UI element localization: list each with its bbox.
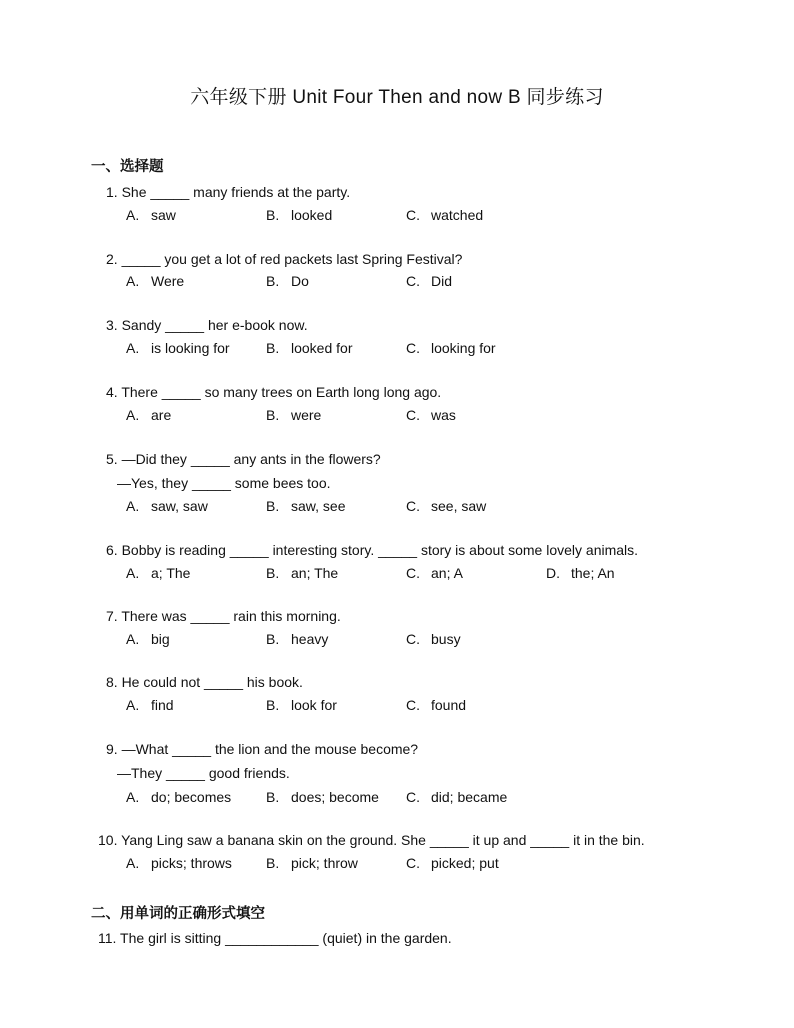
option-letter: B.	[266, 631, 280, 647]
option-text: Did	[431, 273, 453, 289]
option-text: see, saw	[431, 498, 487, 514]
option-letter: B.	[266, 407, 280, 423]
q3-option-b	[266, 340, 352, 356]
q8-option-a	[126, 697, 174, 713]
option-letter: B.	[266, 855, 280, 871]
q2-option-a	[126, 273, 184, 289]
option-text: picked; put	[431, 855, 499, 871]
question-9-stem: 9. —What _____ the lion and the mouse become?	[106, 741, 419, 757]
q9-option-c	[406, 789, 507, 805]
option-text: is looking for	[151, 340, 230, 356]
q6-option-d	[546, 565, 615, 581]
option-letter: A.	[126, 565, 140, 581]
q4-option-c	[406, 407, 456, 423]
q2-option-b	[266, 273, 309, 289]
q10-option-b	[266, 855, 358, 871]
option-letter: A.	[126, 697, 140, 713]
option-letter: A.	[126, 789, 140, 805]
option-letter: C.	[406, 273, 420, 289]
q9-option-a	[126, 789, 231, 805]
question-5-stem-line2: —Yes, they _____ some bees too.	[117, 475, 331, 491]
question-4-stem: 4. There _____ so many trees on Earth long long ago.	[106, 384, 442, 400]
option-letter: B.	[266, 273, 280, 289]
option-letter: C.	[406, 631, 420, 647]
page-title: 六年级下册 Unit Four Then and now B 同步练习	[190, 87, 604, 108]
q5-option-a	[126, 498, 208, 514]
option-letter: A.	[126, 207, 140, 223]
option-letter: C.	[406, 789, 420, 805]
q7-option-a	[126, 631, 170, 647]
option-text: busy	[431, 631, 461, 647]
option-text: look for	[291, 697, 337, 713]
option-letter: C.	[406, 407, 420, 423]
question-10-stem: 10. Yang Ling saw a banana skin on the ground. She _____ it up and _____ it in the bin.	[98, 832, 645, 848]
option-text: are	[151, 407, 172, 423]
q1-option-c	[406, 207, 483, 223]
q5-option-b	[266, 498, 345, 514]
q7-option-c	[406, 631, 461, 647]
option-text: an; A	[431, 565, 463, 581]
option-letter: C.	[406, 855, 420, 871]
option-letter: B.	[266, 207, 280, 223]
option-letter: B.	[266, 697, 280, 713]
option-letter: B.	[266, 789, 280, 805]
question-3-stem: 3. Sandy _____ her e-book now.	[106, 317, 308, 333]
option-letter: C.	[406, 498, 420, 514]
q4-option-b	[266, 407, 321, 423]
question-8-stem: 8. He could not _____ his book.	[106, 674, 303, 690]
question-1-stem: 1. She _____ many friends at the party.	[106, 184, 351, 200]
option-letter: B.	[266, 498, 280, 514]
option-text: Were	[151, 273, 185, 289]
q4-option-a	[126, 407, 171, 423]
section-heading-fill: 二、用单词的正确形式填空	[91, 906, 265, 922]
option-letter: B.	[266, 565, 280, 581]
question-5-stem: 5. —Did they _____ any ants in the flowers?	[106, 451, 381, 467]
option-text: a; The	[151, 565, 191, 581]
option-letter: A.	[126, 340, 140, 356]
option-text: an; The	[291, 565, 339, 581]
q1-option-a	[126, 207, 176, 223]
q7-option-b	[266, 631, 328, 647]
option-letter: A.	[126, 631, 140, 647]
q8-option-c	[406, 697, 466, 713]
option-text: saw, see	[291, 498, 346, 514]
option-text: was	[431, 407, 456, 423]
q1-option-b	[266, 207, 332, 223]
section-heading-choice: 一、选择题	[91, 159, 164, 175]
option-text: saw, saw	[151, 498, 208, 514]
option-letter: B.	[266, 340, 280, 356]
question-11-stem: 11. The girl is sitting ____________ (quiet) in the garden.	[98, 930, 452, 946]
q6-option-c	[406, 565, 463, 581]
option-text: looked for	[291, 340, 353, 356]
question-9-stem-line2: —They _____ good friends.	[117, 765, 290, 781]
option-letter: C.	[406, 207, 420, 223]
option-letter: A.	[126, 855, 140, 871]
option-letter: A.	[126, 498, 140, 514]
option-letter: C.	[406, 340, 420, 356]
q10-option-a	[126, 855, 232, 871]
q2-option-c	[406, 273, 452, 289]
option-text: do; becomes	[151, 789, 232, 805]
option-text: were	[291, 407, 322, 423]
question-2-stem: 2. _____ you get a lot of red packets last Spring Festival?	[106, 251, 463, 267]
question-7-stem: 7. There was _____ rain this morning.	[106, 608, 341, 624]
option-text: does; become	[291, 789, 379, 805]
q9-option-b	[266, 789, 379, 805]
q8-option-b	[266, 697, 337, 713]
option-letter: A.	[126, 273, 140, 289]
q6-option-b	[266, 565, 338, 581]
option-text: find	[151, 697, 174, 713]
option-text: did; became	[431, 789, 508, 805]
option-text: saw	[151, 207, 176, 223]
option-letter: C.	[406, 697, 420, 713]
option-text: found	[431, 697, 467, 713]
q5-option-c	[406, 498, 486, 514]
option-letter: D.	[546, 565, 560, 581]
option-text: watched	[431, 207, 484, 223]
q3-option-c	[406, 340, 496, 356]
option-text: Do	[291, 273, 309, 289]
option-letter: A.	[126, 407, 140, 423]
option-text: pick; throw	[291, 855, 358, 871]
option-text: looked	[291, 207, 333, 223]
option-text: the; An	[571, 565, 615, 581]
q10-option-c	[406, 855, 499, 871]
option-text: picks; throws	[151, 855, 232, 871]
option-text: big	[151, 631, 170, 647]
q3-option-a	[126, 340, 230, 356]
option-letter: C.	[406, 565, 420, 581]
q6-option-a	[126, 565, 190, 581]
question-6-stem: 6. Bobby is reading _____ interesting story. _____ story is about some lovely animals.	[106, 542, 639, 558]
option-text: heavy	[291, 631, 329, 647]
option-text: looking for	[431, 340, 496, 356]
